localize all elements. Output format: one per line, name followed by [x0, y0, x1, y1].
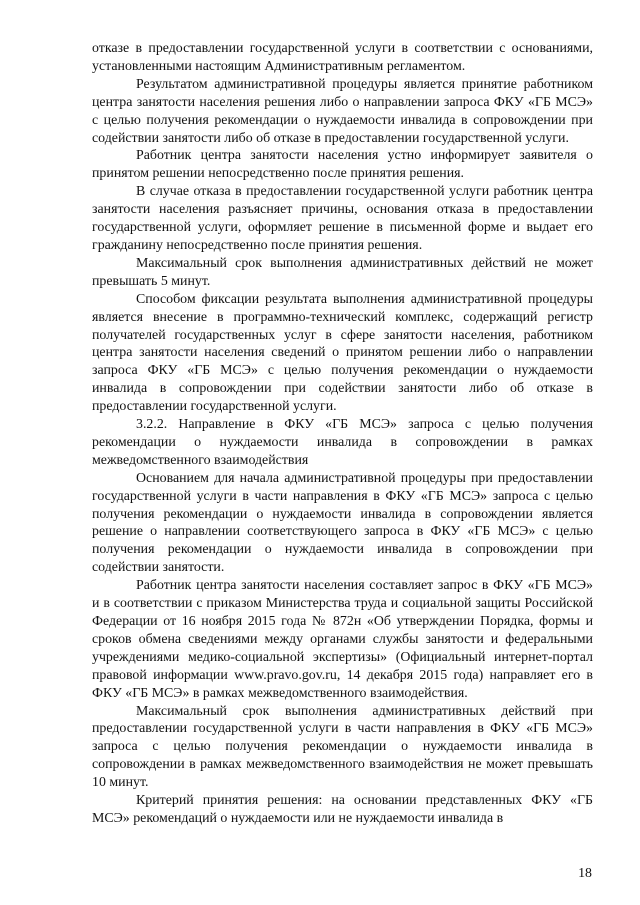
- section-heading-3-2-2: 3.2.2. Направление в ФКУ «ГБ МСЭ» запроса с целью получения рекомендации о нуждаемости инвалида в сопровождении в рамках межведомственного взаимодействия: [92, 417, 593, 468]
- paragraph-2: Результатом административной процедуры является принятие работником центра занятости населения решения либо о направлении запроса ФКУ «ГБ МСЭ» с целью получения рекомендации о нуждаемости инвалида в сопровождении при содействии занятости либо об отказе в предоставлении государственной услуги.: [92, 76, 593, 146]
- paragraph-3: Работник центра занятости населения устно информирует заявителя о принятом решении непосредственно после принятия решения.: [92, 148, 593, 182]
- paragraph-4: В случае отказа в предоставлении государственной услуги работник центра занятости населения разъясняет причины, основания отказа в предоставлении государственной услуги, оформляет решение в письменной форме и выдает его гражданину непосредственно после принятия решения.: [92, 184, 593, 253]
- paragraph-6: Способом фиксации результата выполнения административной процедуры является внесение в программно-технический комплекс, содержащий регистр получателей государственных услуг в сфере занятости населения, работником центра занятости населения сведений о принятом решении либо о направлении запроса ФКУ «ГБ МСЭ» с целью получения рекомендации о нуждаемости инвалида в сопровождении при содействии занятости либо об отказе в предоставлении государственной услуги.: [92, 291, 593, 415]
- page-number: 18: [578, 866, 592, 881]
- document-body: [92, 40, 593, 828]
- paragraph-10: Максимальный срок выполнения административных действий при предоставлении государственной услуги в части направления в ФКУ «ГБ МСЭ» запроса с целью получения рекомендации о нуждаемости инвалида в сопровождении в рамках межведомственного взаимодействия не может превышать 10 минут.: [92, 703, 593, 791]
- paragraph-1: отказе в предоставлении государственной услуги в соответствии с основаниями, установленными настоящим Административным регламентом.: [92, 41, 593, 74]
- paragraph-11: Критерий принятия решения: на основании представленных ФКУ «ГБ МСЭ» рекомендаций о нуждаемости или не нуждаемости инвалида в: [92, 793, 593, 826]
- paragraph-9: Работник центра занятости населения составляет запрос в ФКУ «ГБ МСЭ» и в соответствии с приказом Министерства труда и социальной защиты Российской Федерации от 16 ноября 2015 года № 872н «Об утверждении Порядка, формы и сроков обмена сведениями между органами службы занятости и федеральными учреждениями медико-социальной экспертизы» (Официальный интернет-портал правовой информации www.pravo.gov.ru, 14 декабря 2015 года) направляет его в ФКУ «ГБ МСЭ» в рамках межведомственного взаимодействия.: [92, 578, 593, 701]
- paragraph-5: Максимальный срок выполнения административных действий не может превышать 5 минут.: [92, 255, 593, 289]
- paragraph-8: Основанием для начала административной процедуры при предоставлении государственной услуги в части направления в ФКУ «ГБ МСЭ» запроса с целью получения рекомендации о нуждаемости инвалида в сопровождении является решение о направлении соответствующего запроса в ФКУ «ГБ МСЭ» с целью получения рекомендации о нуждаемости инвалида в сопровождении при содействии занятости.: [92, 470, 593, 576]
